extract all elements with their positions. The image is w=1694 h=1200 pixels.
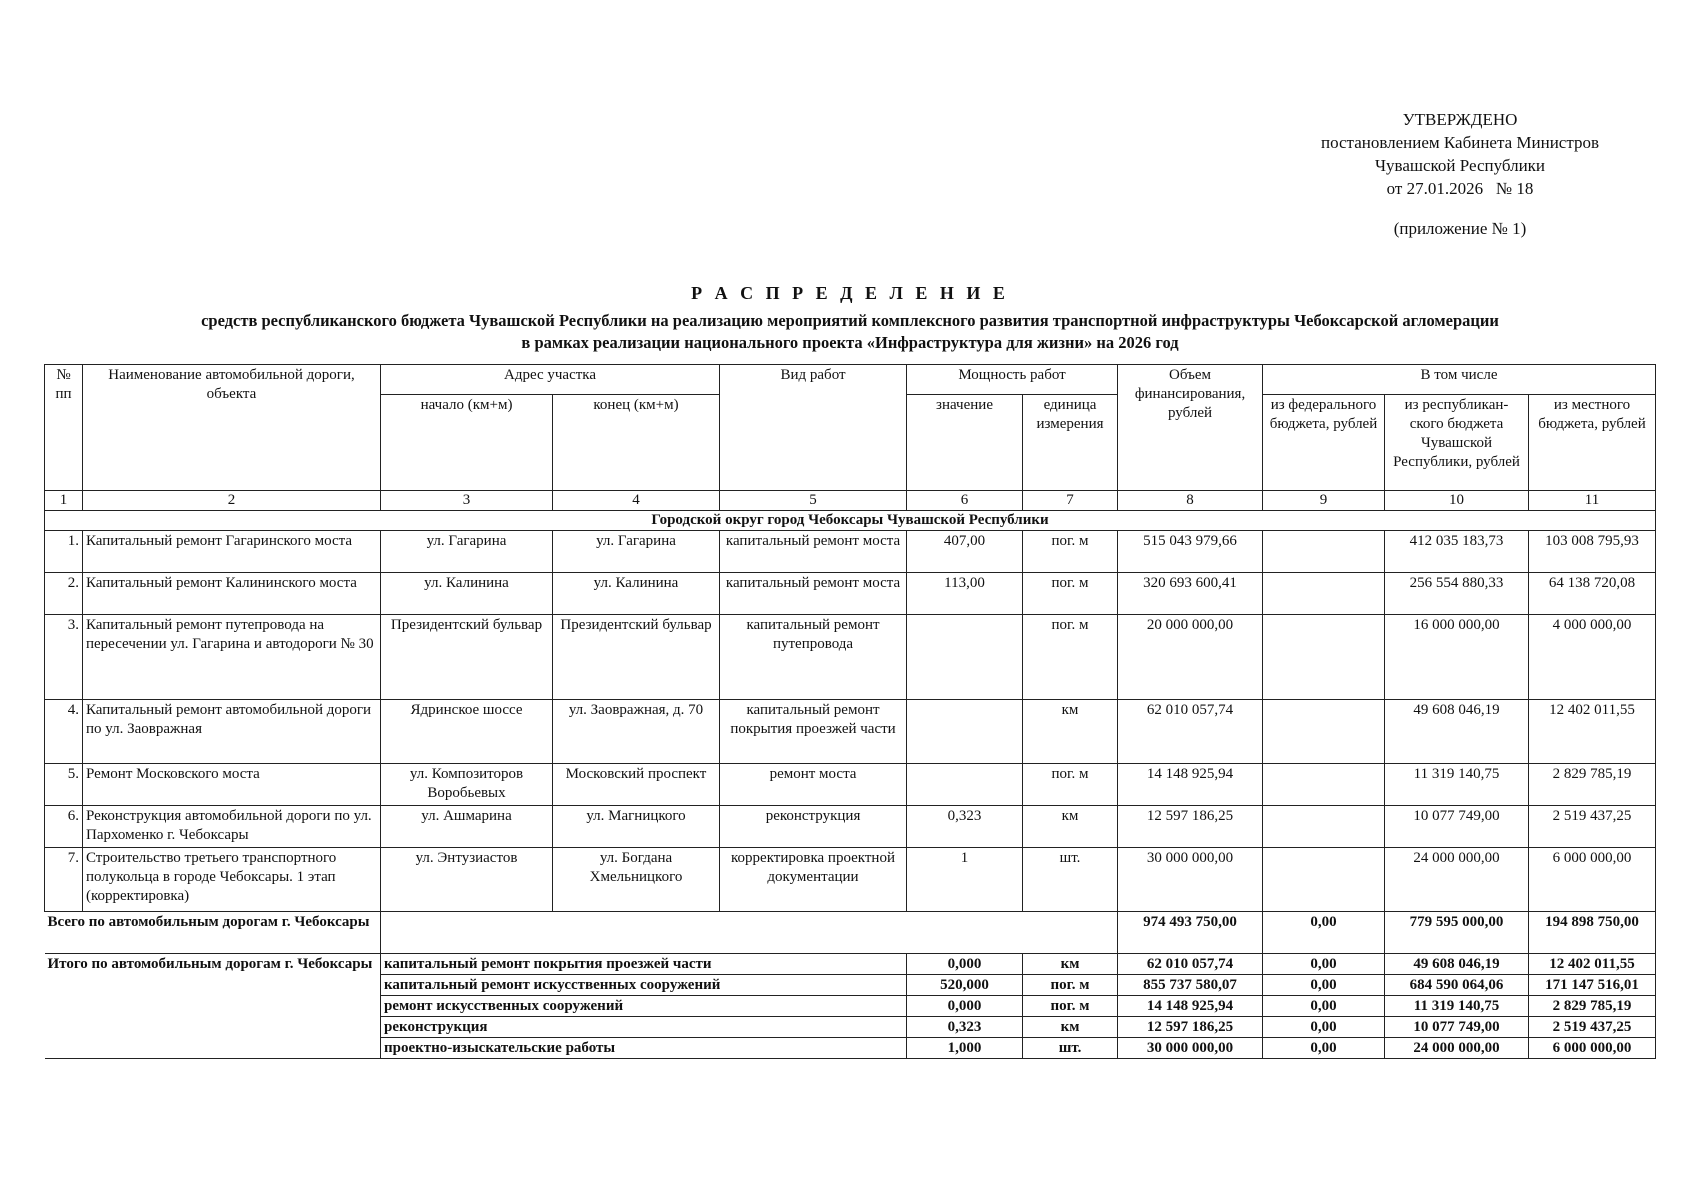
section-title: Городской округ город Чебоксары Чувашской Республики bbox=[45, 511, 1656, 531]
total-federal: 0,00 bbox=[1263, 1017, 1385, 1038]
total-work-type: реконструкция bbox=[381, 1017, 907, 1038]
total-work-type: капитальный ремонт искусственных сооружений bbox=[381, 975, 907, 996]
header-row-1 bbox=[45, 365, 1656, 395]
total-unit: пог. м bbox=[1023, 996, 1118, 1017]
capacity-value: 1 bbox=[907, 848, 1023, 912]
funding-volume: 62 010 057,74 bbox=[1118, 700, 1263, 764]
address-end: Президентский бульвар bbox=[553, 615, 720, 700]
table-row bbox=[45, 573, 1656, 615]
table-row bbox=[45, 615, 1656, 700]
attachment-number: (приложение № 1) bbox=[1393, 219, 1527, 238]
table-row bbox=[45, 764, 1656, 806]
approval-republic: Чувашской Республики bbox=[1374, 156, 1546, 175]
header-work-type: Вид работ bbox=[720, 365, 907, 491]
road-name: Реконструкция автомобильной дороги по ул. Пархоменко г. Чебоксары bbox=[83, 806, 381, 848]
work-type: капитальный ремонт покрытия проезжей части bbox=[720, 700, 907, 764]
column-number: 8 bbox=[1118, 491, 1263, 511]
local-funds: 12 402 011,55 bbox=[1529, 700, 1656, 764]
work-type: капитальный ремонт путепровода bbox=[720, 615, 907, 700]
total-unit: км bbox=[1023, 954, 1118, 975]
row-number: 7. bbox=[45, 848, 83, 912]
row-number: 6. bbox=[45, 806, 83, 848]
total-value: 0,000 bbox=[907, 954, 1023, 975]
total-local: 12 402 011,55 bbox=[1529, 954, 1656, 975]
address-start: ул. Калинина bbox=[381, 573, 553, 615]
column-number: 4 bbox=[553, 491, 720, 511]
local-funds: 2 829 785,19 bbox=[1529, 764, 1656, 806]
approval-decree: постановлением Кабинета Министров bbox=[1320, 133, 1600, 152]
total-all-federal: 0,00 bbox=[1263, 912, 1385, 954]
header-unit: единица измерения bbox=[1023, 395, 1118, 491]
total-local: 2 829 785,19 bbox=[1529, 996, 1656, 1017]
column-number: 11 bbox=[1529, 491, 1656, 511]
total-republic: 684 590 064,06 bbox=[1385, 975, 1529, 996]
road-name: Ремонт Московского моста bbox=[83, 764, 381, 806]
work-type: реконструкция bbox=[720, 806, 907, 848]
column-number: 10 bbox=[1385, 491, 1529, 511]
capacity-value: 407,00 bbox=[907, 531, 1023, 573]
total-unit: пог. м bbox=[1023, 975, 1118, 996]
header-value: значение bbox=[907, 395, 1023, 491]
distribution-table bbox=[44, 364, 1656, 1059]
federal-funds bbox=[1263, 700, 1385, 764]
total-all-row bbox=[45, 912, 1656, 954]
total-local: 2 519 437,25 bbox=[1529, 1017, 1656, 1038]
total-volume: 14 148 925,94 bbox=[1118, 996, 1263, 1017]
capacity-value bbox=[907, 700, 1023, 764]
address-end: Московский проспект bbox=[553, 764, 720, 806]
total-type-row bbox=[45, 954, 1656, 975]
header-address: Адрес участка bbox=[381, 365, 720, 395]
work-type: капитальный ремонт моста bbox=[720, 531, 907, 573]
total-federal: 0,00 bbox=[1263, 954, 1385, 975]
republic-funds: 24 000 000,00 bbox=[1385, 848, 1529, 912]
road-name: Капитальный ремонт Гагаринского моста bbox=[83, 531, 381, 573]
capacity-unit: км bbox=[1023, 700, 1118, 764]
header-local: из местного бюджета, рублей bbox=[1529, 395, 1656, 491]
document-subtitle-line2: в рамках реализации национального проекта «Инфраструктура для жизни» на 2026 год bbox=[521, 333, 1179, 352]
column-number: 3 bbox=[381, 491, 553, 511]
capacity-unit: пог. м bbox=[1023, 573, 1118, 615]
address-end: ул. Гагарина bbox=[553, 531, 720, 573]
address-start: ул. Гагарина bbox=[381, 531, 553, 573]
total-volume: 855 737 580,07 bbox=[1118, 975, 1263, 996]
road-name: Капитальный ремонт автомобильной дороги по ул. Заовражная bbox=[83, 700, 381, 764]
total-federal: 0,00 bbox=[1263, 975, 1385, 996]
local-funds: 2 519 437,25 bbox=[1529, 806, 1656, 848]
total-value: 1,000 bbox=[907, 1038, 1023, 1059]
row-number: 4. bbox=[45, 700, 83, 764]
funding-volume: 30 000 000,00 bbox=[1118, 848, 1263, 912]
header-volume: Объем финансирования, рублей bbox=[1118, 365, 1263, 491]
capacity-value: 113,00 bbox=[907, 573, 1023, 615]
total-federal: 0,00 bbox=[1263, 996, 1385, 1017]
header-including: В том числе bbox=[1263, 365, 1656, 395]
funding-volume: 12 597 186,25 bbox=[1118, 806, 1263, 848]
work-type: ремонт моста bbox=[720, 764, 907, 806]
local-funds: 64 138 720,08 bbox=[1529, 573, 1656, 615]
local-funds: 4 000 000,00 bbox=[1529, 615, 1656, 700]
republic-funds: 412 035 183,73 bbox=[1385, 531, 1529, 573]
total-local: 6 000 000,00 bbox=[1529, 1038, 1656, 1059]
approval-date-number: от 27.01.2026 № 18 bbox=[1386, 179, 1534, 198]
section-row bbox=[45, 511, 1656, 531]
header-start: начало (км+м) bbox=[381, 395, 553, 491]
address-end: ул. Калинина bbox=[553, 573, 720, 615]
total-type-label: Итого по автомобильным дорогам г. Чебоксары bbox=[45, 954, 381, 1059]
total-work-type: проектно-изыскательские работы bbox=[381, 1038, 907, 1059]
table-row bbox=[45, 700, 1656, 764]
funding-volume: 515 043 979,66 bbox=[1118, 531, 1263, 573]
total-all-volume: 974 493 750,00 bbox=[1118, 912, 1263, 954]
address-start: Ядринское шоссе bbox=[381, 700, 553, 764]
federal-funds bbox=[1263, 531, 1385, 573]
address-start: Президентский бульвар bbox=[381, 615, 553, 700]
column-number: 5 bbox=[720, 491, 907, 511]
federal-funds bbox=[1263, 764, 1385, 806]
address-end: ул. Магницкого bbox=[553, 806, 720, 848]
road-name: Строительство третьего транспортного полукольца в городе Чебоксары. 1 этап (корректировка) bbox=[83, 848, 381, 912]
table-row bbox=[45, 531, 1656, 573]
address-start: ул. Ашмарина bbox=[381, 806, 553, 848]
row-number: 1. bbox=[45, 531, 83, 573]
total-unit: шт. bbox=[1023, 1038, 1118, 1059]
header-republic: из республикан-ского бюджета Чувашской Республики, рублей bbox=[1385, 395, 1529, 491]
road-name: Капитальный ремонт путепровода на пересечении ул. Гагарина и автодороги № 30 bbox=[83, 615, 381, 700]
funding-volume: 320 693 600,41 bbox=[1118, 573, 1263, 615]
document-title: Р А С П Р Е Д Е Л Е Н И Е bbox=[691, 283, 1009, 303]
total-volume: 30 000 000,00 bbox=[1118, 1038, 1263, 1059]
funding-volume: 14 148 925,94 bbox=[1118, 764, 1263, 806]
header-capacity: Мощность работ bbox=[907, 365, 1118, 395]
total-republic: 24 000 000,00 bbox=[1385, 1038, 1529, 1059]
capacity-unit: пог. м bbox=[1023, 531, 1118, 573]
total-all-empty bbox=[381, 912, 1118, 954]
total-all-local: 194 898 750,00 bbox=[1529, 912, 1656, 954]
federal-funds bbox=[1263, 848, 1385, 912]
document-heading bbox=[40, 281, 1660, 354]
document-subtitle-line1: средств республиканского бюджета Чувашской Республики на реализацию мероприятий комплексного развития транспортной инфраструктуры Чебоксарской агломерации bbox=[201, 311, 1499, 330]
republic-funds: 10 077 749,00 bbox=[1385, 806, 1529, 848]
capacity-unit: пог. м bbox=[1023, 764, 1118, 806]
federal-funds bbox=[1263, 615, 1385, 700]
total-value: 0,000 bbox=[907, 996, 1023, 1017]
row-number: 2. bbox=[45, 573, 83, 615]
total-local: 171 147 516,01 bbox=[1529, 975, 1656, 996]
total-volume: 12 597 186,25 bbox=[1118, 1017, 1263, 1038]
header-name: Наименование автомобильной дороги, объекта bbox=[83, 365, 381, 491]
federal-funds bbox=[1263, 573, 1385, 615]
column-number: 2 bbox=[83, 491, 381, 511]
work-type: корректировка проектной документации bbox=[720, 848, 907, 912]
total-value: 520,000 bbox=[907, 975, 1023, 996]
header-end: конец (км+м) bbox=[553, 395, 720, 491]
total-republic: 11 319 140,75 bbox=[1385, 996, 1529, 1017]
local-funds: 6 000 000,00 bbox=[1529, 848, 1656, 912]
capacity-value: 0,323 bbox=[907, 806, 1023, 848]
row-number: 3. bbox=[45, 615, 83, 700]
local-funds: 103 008 795,93 bbox=[1529, 531, 1656, 573]
capacity-unit: км bbox=[1023, 806, 1118, 848]
funding-volume: 20 000 000,00 bbox=[1118, 615, 1263, 700]
column-number: 7 bbox=[1023, 491, 1118, 511]
total-republic: 10 077 749,00 bbox=[1385, 1017, 1529, 1038]
total-work-type: ремонт искусственных сооружений bbox=[381, 996, 907, 1017]
address-start: ул. Композиторов Воробьевых bbox=[381, 764, 553, 806]
republic-funds: 49 608 046,19 bbox=[1385, 700, 1529, 764]
column-number: 9 bbox=[1263, 491, 1385, 511]
address-start: ул. Энтузиастов bbox=[381, 848, 553, 912]
federal-funds bbox=[1263, 806, 1385, 848]
table-row bbox=[45, 806, 1656, 848]
total-all-republic: 779 595 000,00 bbox=[1385, 912, 1529, 954]
capacity-unit: пог. м bbox=[1023, 615, 1118, 700]
header-no: № пп bbox=[45, 365, 83, 491]
capacity-unit: шт. bbox=[1023, 848, 1118, 912]
total-volume: 62 010 057,74 bbox=[1118, 954, 1263, 975]
total-republic: 49 608 046,19 bbox=[1385, 954, 1529, 975]
republic-funds: 11 319 140,75 bbox=[1385, 764, 1529, 806]
address-end: ул. Богдана Хмельницкого bbox=[553, 848, 720, 912]
address-end: ул. Заовражная, д. 70 bbox=[553, 700, 720, 764]
total-work-type: капитальный ремонт покрытия проезжей части bbox=[381, 954, 907, 975]
republic-funds: 16 000 000,00 bbox=[1385, 615, 1529, 700]
column-number: 6 bbox=[907, 491, 1023, 511]
capacity-value bbox=[907, 764, 1023, 806]
total-unit: км bbox=[1023, 1017, 1118, 1038]
row-number: 5. bbox=[45, 764, 83, 806]
total-federal: 0,00 bbox=[1263, 1038, 1385, 1059]
approval-title: УТВЕРЖДЕНО bbox=[1402, 110, 1518, 129]
road-name: Капитальный ремонт Калининского моста bbox=[83, 573, 381, 615]
table-row bbox=[45, 848, 1656, 912]
header-federal: из федерального бюджета, рублей bbox=[1263, 395, 1385, 491]
column-numbers-row bbox=[45, 491, 1656, 511]
column-number: 1 bbox=[45, 491, 83, 511]
republic-funds: 256 554 880,33 bbox=[1385, 573, 1529, 615]
approval-stamp bbox=[1290, 108, 1630, 240]
total-value: 0,323 bbox=[907, 1017, 1023, 1038]
total-all-label: Всего по автомобильным дорогам г. Чебоксары bbox=[45, 912, 381, 954]
work-type: капитальный ремонт моста bbox=[720, 573, 907, 615]
capacity-value bbox=[907, 615, 1023, 700]
